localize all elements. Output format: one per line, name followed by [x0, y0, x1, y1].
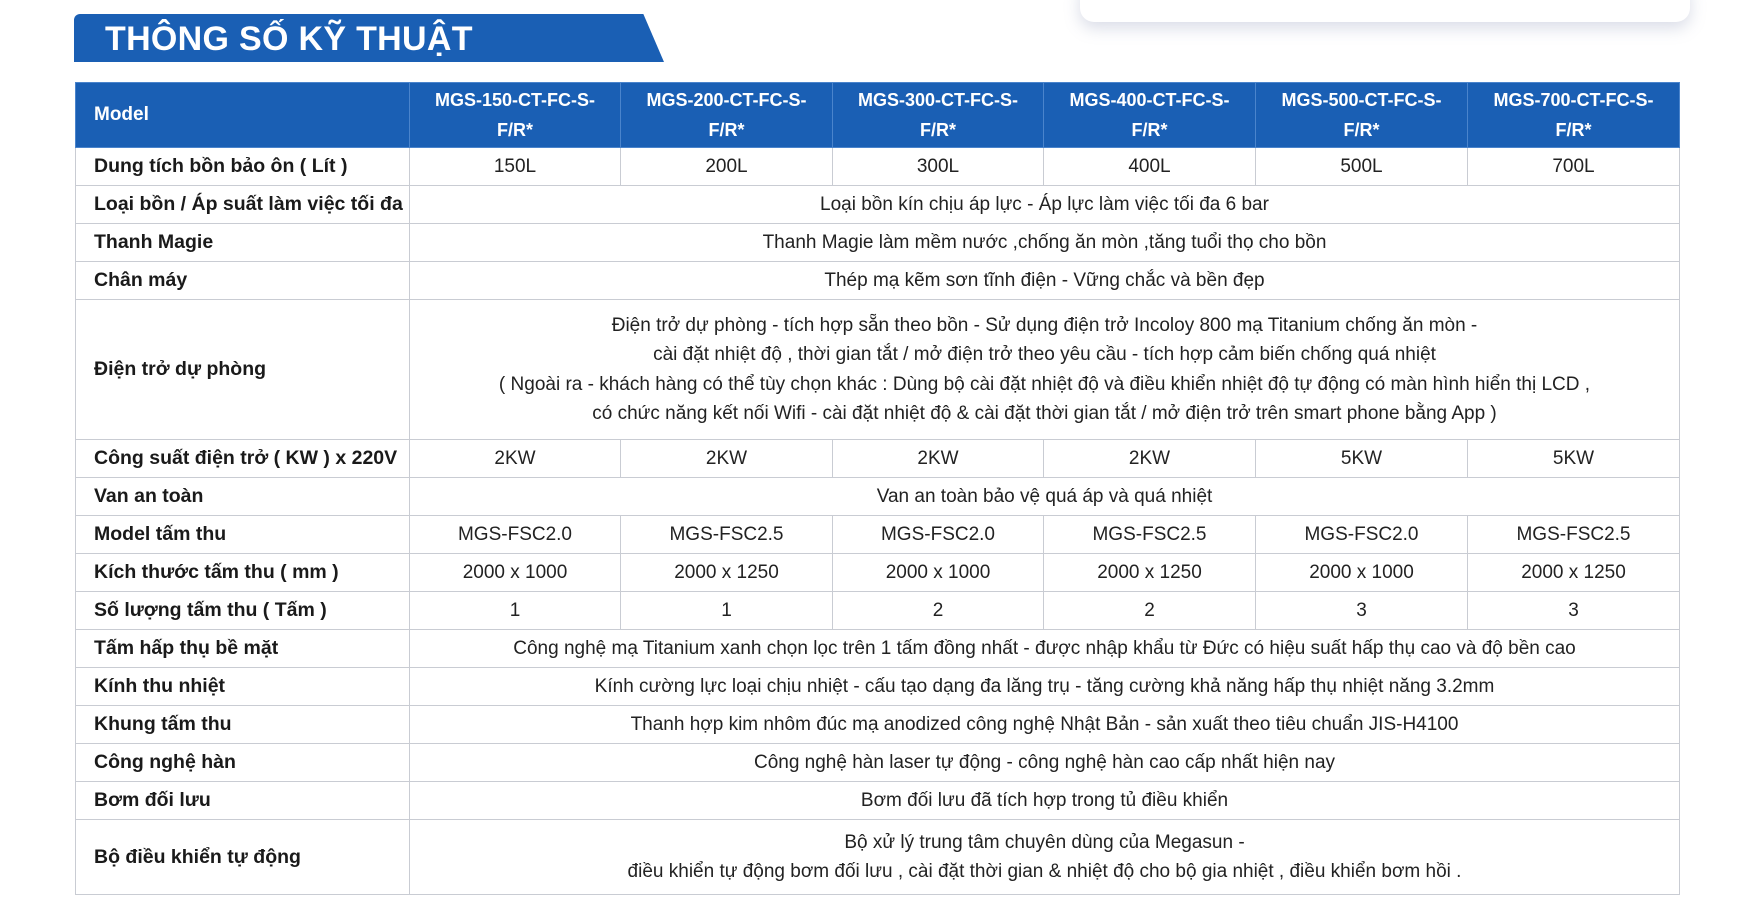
table-cell: 2000 x 1000	[833, 554, 1044, 592]
table-row	[76, 782, 1680, 820]
table-cell: 2KW	[621, 440, 833, 478]
table-cell: MGS-FSC2.5	[1044, 516, 1256, 554]
row-label: Bơm đối lưu	[76, 782, 410, 820]
table-cell: MGS-FSC2.0	[410, 516, 621, 554]
table-cell: Kính cường lực loại chịu nhiệt - cấu tạo dạng đa lăng trụ - tăng cường khả năng hấp thụ nhiệt năng 3.2mm	[410, 668, 1680, 706]
table-cell: 2KW	[410, 440, 621, 478]
table-cell: 2000 x 1250	[621, 554, 833, 592]
table-row	[76, 630, 1680, 668]
table-cell: 3	[1468, 592, 1680, 630]
table-row	[76, 592, 1680, 630]
table-header-row	[76, 83, 1680, 148]
table-cell: 1	[410, 592, 621, 630]
table-cell: MGS-FSC2.5	[1468, 516, 1680, 554]
text-line: Bộ xử lý trung tâm chuyên dùng của Megasun -	[844, 831, 1245, 853]
row-label: Thanh Magie	[76, 224, 410, 262]
table-cell: 2KW	[1044, 440, 1256, 478]
page-title: THÔNG SỐ KỸ THUẬT	[105, 20, 473, 58]
table-cell: Công nghệ mạ Titanium xanh chọn lọc trên 1 tấm đồng nhất - được nhập khẩu từ Đức có hiệu suất hấp thụ cao và độ bền cao	[410, 630, 1680, 668]
row-label: Khung tấm thu	[76, 706, 410, 744]
row-label: Bộ điều khiển tự động	[76, 820, 410, 895]
table-cell: 5KW	[1468, 440, 1680, 478]
row-label: Kích thước tấm thu ( mm )	[76, 554, 410, 592]
row-label: Model tấm thu	[76, 516, 410, 554]
row-label: Kính thu nhiệt	[76, 668, 410, 706]
table-cell: MGS-FSC2.0	[833, 516, 1044, 554]
table-row	[76, 440, 1680, 478]
header-model-cell: MGS-700-CT-FC-S- F/R*	[1468, 83, 1680, 148]
header-model-cell: MGS-300-CT-FC-S- F/R*	[833, 83, 1044, 148]
table-cell: 2	[833, 592, 1044, 630]
row-label: Công suất điện trở ( KW ) x 220V	[76, 440, 410, 478]
header-model-cell: MGS-500-CT-FC-S- F/R*	[1256, 83, 1468, 148]
row-label: Dung tích bồn bảo ôn ( Lít )	[76, 148, 410, 186]
table-cell: 3	[1256, 592, 1468, 630]
table-row	[76, 186, 1680, 224]
table-cell: 150L	[410, 148, 621, 186]
header-model-cell: MGS-150-CT-FC-S- F/R*	[410, 83, 621, 148]
spec-table	[75, 82, 1680, 895]
table-cell: Van an toàn bảo vệ quá áp và quá nhiệt	[410, 478, 1680, 516]
row-label: Công nghệ hàn	[76, 744, 410, 782]
text-line: cài đặt nhiệt độ , thời gian tắt / mở điện trở theo yêu cầu - tích hợp cảm biến chống quá nhiệt	[653, 344, 1436, 365]
table-cell: 500L	[1256, 148, 1468, 186]
text-line: ( Ngoài ra - khách hàng có thể tùy chọn khác : Dùng bộ cài đặt nhiệt độ và điều khiển nhiệt độ tự động có màn hình hiển thị LCD ,	[498, 373, 1591, 395]
table-cell: Công nghệ hàn laser tự động - công nghệ hàn cao cấp nhất hiện nay	[410, 744, 1680, 782]
table-row	[76, 478, 1680, 516]
table-cell: Thép mạ kẽm sơn tĩnh điện - Vững chắc và bền đẹp	[410, 262, 1680, 300]
text-line: Điện trở dự phòng - tích hợp sẵn theo bồn - Sử dụng điện trở Incoloy 800 mạ Titanium chống ăn mòn -	[611, 314, 1478, 336]
table-row	[76, 554, 1680, 592]
table-cell: 5KW	[1256, 440, 1468, 478]
table-cell: 700L	[1468, 148, 1680, 186]
text-line: có chức năng kết nối Wifi - cài đặt nhiệt độ & cài đặt thời gian tắt / mở điện trở trên smart phone bằng App )	[592, 403, 1497, 424]
table-cell: Thanh hợp kim nhôm đúc mạ anodized công nghệ Nhật Bản - sản xuất theo tiêu chuẩn JIS-H4100	[410, 706, 1680, 744]
table-cell: Thanh Magie làm mềm nước ,chống ăn mòn ,tăng tuổi thọ cho bồn	[410, 224, 1680, 262]
table-cell	[410, 820, 1680, 895]
table-cell: Loại bồn kín chịu áp lực - Áp lực làm việc tối đa 6 bar	[410, 186, 1680, 224]
table-row	[76, 668, 1680, 706]
header-model-label: Model	[76, 83, 410, 148]
text-line: điều khiển tự động bơm đối lưu , cài đặt thời gian & nhiệt độ cho bộ gia nhiệt , điều khiển bơm hồi .	[627, 861, 1462, 882]
table-cell: 2000 x 1250	[1044, 554, 1256, 592]
table-cell: 2000 x 1000	[1256, 554, 1468, 592]
table-row	[76, 706, 1680, 744]
header-model-cell: MGS-200-CT-FC-S- F/R*	[621, 83, 833, 148]
header-model-cell: MGS-400-CT-FC-S- F/R*	[1044, 83, 1256, 148]
row-label: Van an toàn	[76, 478, 410, 516]
row-label: Loại bồn / Áp suất làm việc tối đa	[76, 186, 410, 224]
table-cell: Bơm đối lưu đã tích hợp trong tủ điều khiển	[410, 782, 1680, 820]
table-cell: 2000 x 1000	[410, 554, 621, 592]
row-label: Tấm hấp thụ bề mặt	[76, 630, 410, 668]
table-cell: 400L	[1044, 148, 1256, 186]
row-label: Số lượng tấm thu ( Tấm )	[76, 592, 410, 630]
table-row	[76, 262, 1680, 300]
table-cell: 300L	[833, 148, 1044, 186]
row-label: Điện trở dự phòng	[76, 300, 410, 440]
table-row	[76, 224, 1680, 262]
table-cell	[410, 300, 1680, 440]
table-cell: 2KW	[833, 440, 1044, 478]
table-cell: 1	[621, 592, 833, 630]
table-cell: 2	[1044, 592, 1256, 630]
table-row	[76, 300, 1680, 440]
table-row	[76, 744, 1680, 782]
table-cell: MGS-FSC2.5	[621, 516, 833, 554]
table-row	[76, 148, 1680, 186]
row-label: Chân máy	[76, 262, 410, 300]
table-row	[76, 516, 1680, 554]
table-cell: 200L	[621, 148, 833, 186]
table-cell: MGS-FSC2.0	[1256, 516, 1468, 554]
table-cell: 2000 x 1250	[1468, 554, 1680, 592]
table-row	[76, 820, 1680, 895]
top-right-card	[1080, 0, 1690, 22]
